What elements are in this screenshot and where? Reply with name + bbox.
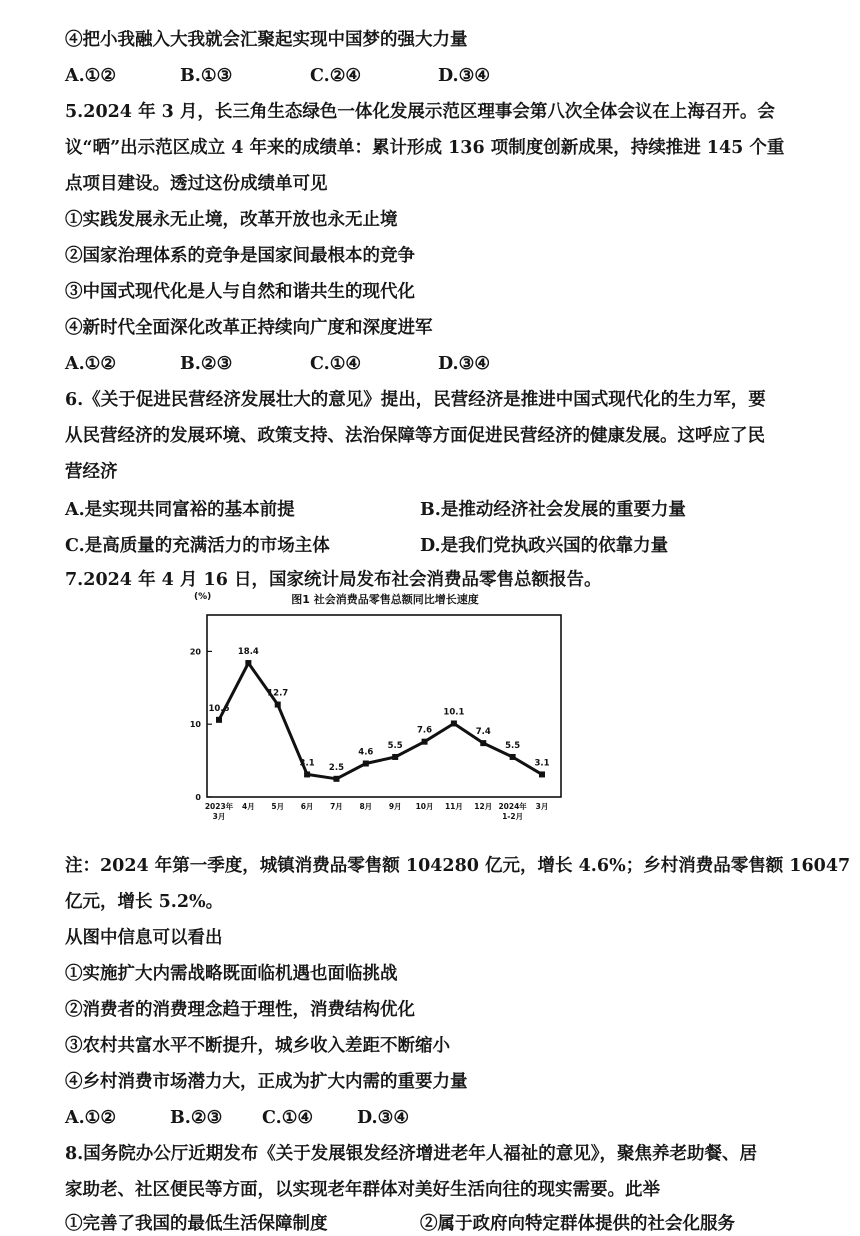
q5-stem-line-3: 点项目建设。透过这份成绩单可见: [65, 174, 328, 194]
chart-data-point: [304, 771, 310, 777]
chart-title: 图1 社会消费品零售总额同比增长速度: [291, 593, 479, 606]
chart-y-tick-label: 10: [189, 720, 201, 730]
q5-stem-line-1: 5.2024 年 3 月，长三角生态绿色一体化发展示范区理事会第八次全体会议在上海召开。会: [65, 102, 775, 122]
q6-option-b: B.是推动经济社会发展的重要力量: [420, 500, 686, 520]
q7-item-1: ①实施扩大内需战略既面临机遇也面临挑战: [65, 964, 398, 984]
q7-note-line-1: 注：2024 年第一季度，城镇消费品零售额 104280 亿元，增长 4.6%；乡村消费品零售额 16047: [65, 856, 851, 876]
q6-option-d: D.是我们党执政兴国的依靠力量: [420, 536, 669, 556]
q5-option-d: D.③④: [438, 354, 491, 374]
chart-data-point: [510, 754, 516, 760]
q5-stem-line-2: 议“晒”出示范区成立 4 年来的成绩单：累计形成 136 项制度创新成果，持续推进 145 个重: [65, 138, 785, 158]
chart-data-label: 10.1: [443, 707, 465, 718]
q7-option-a: A.①②: [65, 1108, 117, 1128]
q5-option-a: A.①②: [65, 354, 117, 374]
chart-points: [216, 660, 545, 782]
q7-note-line-2: 亿元，增长 5.2%。: [65, 892, 224, 912]
q4-option-d: D.③④: [438, 66, 491, 86]
q5-option-c: C.①④: [310, 354, 362, 374]
chart-y-ticks: [190, 647, 212, 802]
chart-x-ticks: [205, 801, 549, 821]
q5-item-2: ②国家治理体系的竞争是国家间最根本的竞争: [65, 246, 415, 266]
chart-y-tick-label: 0: [195, 793, 201, 802]
chart-y-axis-label: (%): [194, 592, 212, 602]
chart-data-label: 2.5: [328, 762, 344, 773]
chart-x-tick-label: 5月: [271, 802, 285, 811]
chart-data-point: [451, 720, 457, 726]
q7-stem: 7.2024 年 4 月 16 日，国家统计局发布社会消费品零售总额报告。: [65, 570, 602, 590]
q6-stem-line-3: 营经济: [65, 462, 118, 482]
chart-data-label: 10.6: [208, 703, 230, 714]
chart-data-label: 3.1: [299, 758, 315, 769]
q8-stem-line-1: 8.国务院办公厅近期发布《关于发展银发经济增进老年人福祉的意见》，聚焦养老助餐、居: [65, 1144, 758, 1164]
chart-data-point: [245, 660, 251, 666]
chart-series-line: [219, 663, 542, 779]
q6-stem-line-1: 6.《关于促进民营经济发展壮大的意见》提出，民营经济是推进中国式现代化的生力军，要: [65, 390, 766, 410]
chart-data-label: 4.6: [358, 747, 374, 758]
q7-item-4: ④乡村消费市场潜力大，正成为扩大内需的重要力量: [65, 1072, 468, 1092]
chart-data-label: 5.5: [505, 740, 521, 751]
chart-y-tick-label: 20: [189, 647, 201, 657]
chart-x-tick-label: 2023年: [204, 802, 234, 811]
chart-data-label: 7.4: [475, 727, 491, 738]
chart-plot-frame: [207, 615, 561, 797]
chart-x-tick-label: 3月: [212, 812, 226, 821]
q6-option-a: A.是实现共同富裕的基本前提: [65, 500, 295, 520]
q4-option-a: A.①②: [65, 66, 117, 86]
chart-data-point: [480, 740, 486, 746]
chart-x-tick-label: 10月: [415, 802, 434, 811]
chart-data-label: 18.4: [237, 647, 259, 658]
q7-item-3: ③农村共富水平不断提升，城乡收入差距不断缩小: [65, 1036, 450, 1056]
chart-x-tick-label: 4月: [242, 802, 255, 811]
q5-option-b: B.②③: [180, 354, 233, 374]
q7-item-2: ②消费者的消费理念趋于理性，消费结构优化: [65, 1000, 415, 1020]
q5-item-3: ③中国式现代化是人与自然和谐共生的现代化: [65, 282, 415, 302]
q4-item-4: ④把小我融入大我就会汇聚起实现中国梦的强大力量: [65, 30, 468, 50]
chart-x-tick-label: 9月: [388, 802, 402, 811]
retail-sales-growth-chart: [180, 585, 580, 835]
chart-x-tick-label: 2024年: [498, 802, 527, 811]
chart-data-point: [333, 776, 339, 782]
q7-option-c: C.①④: [262, 1108, 314, 1128]
q4-option-b: B.①③: [180, 66, 233, 86]
q4-option-c: C.②④: [310, 66, 362, 86]
chart-data-label: 3.1: [534, 758, 550, 769]
chart-data-label: 5.5: [387, 740, 403, 751]
chart-data-point: [275, 702, 281, 708]
chart-data-point: [363, 761, 369, 767]
chart-data-point: [422, 739, 428, 745]
q8-item-1: ①完善了我国的最低生活保障制度: [65, 1214, 328, 1234]
chart-x-tick-label: 6月: [300, 802, 314, 811]
q8-item-2: ②属于政府向特定群体提供的社会化服务: [420, 1214, 735, 1234]
chart-svg: [180, 585, 580, 835]
q6-option-c: C.是高质量的充满活力的市场主体: [65, 536, 330, 556]
q7-option-b: B.②③: [170, 1108, 223, 1128]
chart-x-tick-label: 12月: [474, 802, 493, 811]
q5-item-1: ①实践发展永无止境，改革开放也永无止境: [65, 210, 398, 230]
chart-data-label: 7.6: [417, 725, 433, 736]
chart-x-tick-label: 1-2月: [502, 812, 524, 821]
chart-x-tick-label: 8月: [359, 802, 373, 811]
chart-x-tick-label: 3月: [535, 802, 549, 811]
q6-stem-line-2: 从民营经济的发展环境、政策支持、法治保障等方面促进民营经济的健康发展。这呼应了民: [65, 426, 765, 446]
chart-data-label: 12.7: [267, 688, 289, 699]
chart-data-labels: [209, 647, 550, 773]
q7-option-d: D.③④: [357, 1108, 410, 1128]
chart-x-tick-label: 11月: [444, 802, 463, 811]
chart-data-point: [392, 754, 398, 760]
q5-item-4: ④新时代全面深化改革正持续向广度和深度进军: [65, 318, 433, 338]
chart-data-point: [216, 717, 222, 723]
q7-lead: 从图中信息可以看出: [65, 928, 223, 948]
chart-data-point: [539, 771, 545, 777]
chart-x-tick-label: 7月: [330, 802, 343, 811]
q8-stem-line-2: 家助老、社区便民等方面，以实现老年群体对美好生活向往的现实需要。此举: [65, 1180, 660, 1200]
